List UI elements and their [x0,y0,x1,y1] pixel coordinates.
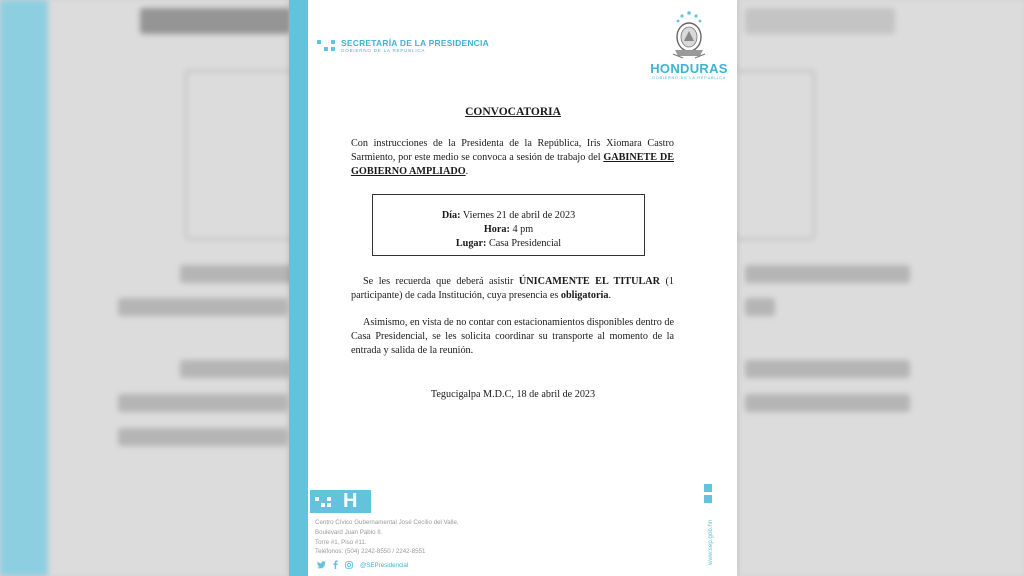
time-value: 4 pm [512,223,534,235]
titular-emphasis: ÚNICAMENTE EL TITULAR [518,276,660,287]
dots-icon [315,497,331,507]
paragraph-text: (1 participante) de cada Institución, cuya presencia es [351,276,674,301]
coat-of-arms-icon [644,10,734,60]
paragraph-convocation [351,137,674,178]
h-logo [310,490,371,513]
background-text-blur [118,394,288,412]
paragraph-text: . [608,289,611,301]
address-line: Torre #1, Piso #11. [315,538,367,546]
background-text-blur [745,394,910,412]
background-text-blur [118,298,288,316]
phone-line: Teléfonos: (504) 2242-8550 / 2242-8551 [315,548,426,556]
honduras-logo [644,10,734,80]
place-and-date: Tegucigalpa M.D.C, 18 de abril de 2023 [430,389,596,400]
instagram-icon[interactable] [345,561,353,571]
place-value: Casa Presidencial [488,237,562,249]
secretaria-title: SECRETARÍA DE LA PRESIDENCIA [341,38,489,48]
paragraph-text: . [465,165,469,177]
cabinet-name: GABINETE DE GOBIERNO AMPLIADO [351,151,674,177]
address-line: Centro Cívico Gubernamental José Cecilio del Valle, [315,519,459,526]
day-value: Viernes 21 de abril de 2023 [462,210,576,221]
place-label: Lugar: [455,237,487,249]
paragraph-text: Se les recuerda que deberá asistir [363,276,519,287]
paragraph-text: Con instrucciones de la Presidenta de la República, Iris Xiomara Castro Sarmiento, por este medio se convoca a sesión de trabajo del [351,138,674,163]
website-squares-icon [704,484,712,506]
address-line: Boulevard Juan Pablo II. [315,528,383,536]
honduras-subtitle: GOBIERNO DE LA REPÚBLICA [651,76,727,80]
background-heading-blur [745,8,895,34]
document-title: CONVOCATORIA [465,106,561,118]
honduras-wordmark: HONDURAS [650,61,728,76]
paragraph-reminder [351,275,674,303]
convocatoria-document [289,0,737,576]
website-link[interactable]: www.sep.gob.hn [707,519,714,565]
day-label: Día: [441,210,461,221]
social-links [317,560,408,571]
mandatory-emphasis: obligatoria [560,289,609,301]
background-text-blur [745,360,910,378]
background-blue-band [0,0,48,576]
meeting-place [373,237,644,251]
background-text-blur [745,265,910,283]
meeting-time [373,223,644,237]
secretaria-logo [317,38,489,54]
dots-icon [317,40,335,51]
paragraph-parking: Asimismo, en vista de no contar con estacionamientos disponibles dentro de Casa Presidencial, se les solicita coordinar su transporte al momento de la entrada y salida de la reunión. [351,317,674,356]
meeting-details-box [372,194,645,256]
time-label: Hora: [483,223,510,235]
background-text-blur [180,360,290,378]
side-stripe [289,0,308,576]
h-letter: H [343,490,358,512]
background-text-blur [745,298,775,316]
facebook-icon[interactable] [333,560,338,571]
twitter-icon[interactable] [317,561,326,571]
meeting-day [373,209,644,223]
background-text-blur [118,428,288,446]
social-handle[interactable]: @SEPresidencial [360,562,409,569]
background-heading-blur [140,8,290,34]
background-text-blur [180,265,300,283]
footer-address [315,518,545,557]
secretaria-subtitle: GOBIERNO DE LA REPÚBLICA [341,48,426,53]
